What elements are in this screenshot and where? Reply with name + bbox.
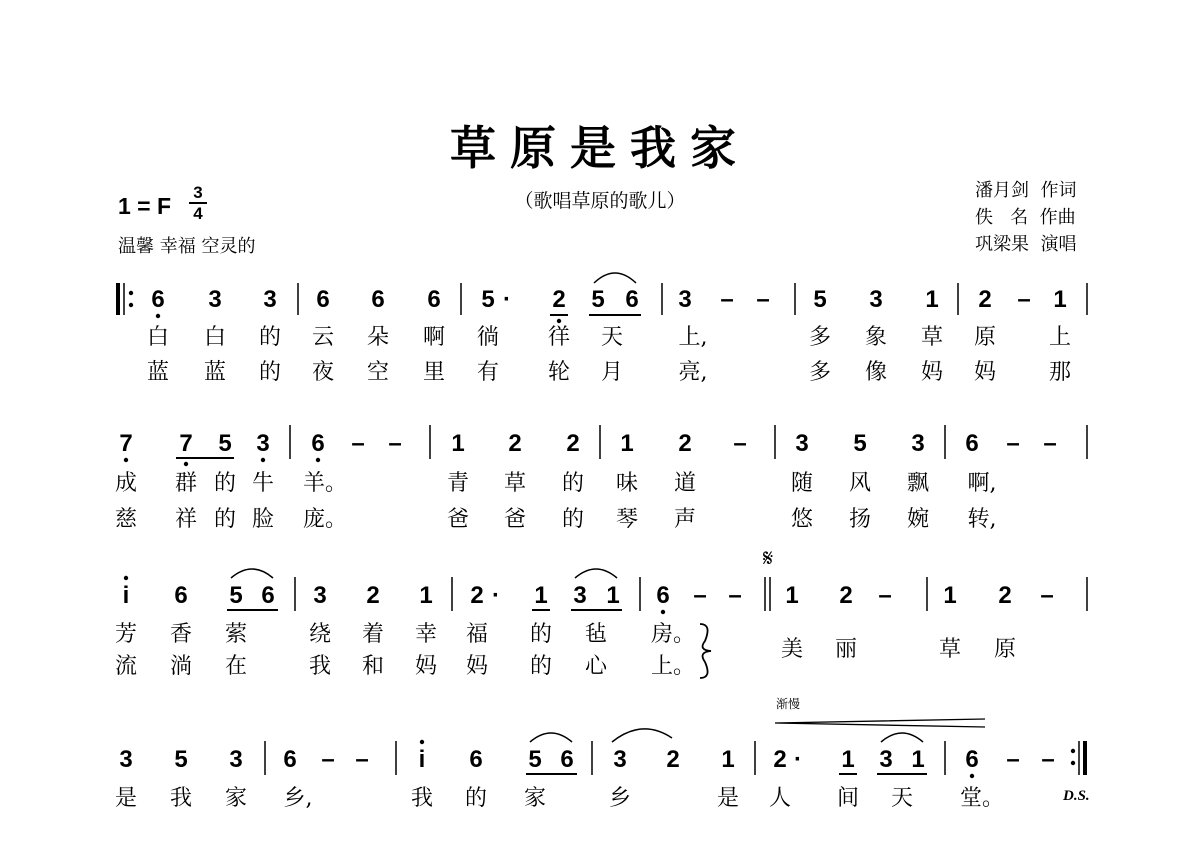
dash: –: [878, 582, 892, 609]
lyric: 的: [561, 507, 585, 532]
lyric: 成: [114, 471, 138, 496]
note: 1: [606, 582, 620, 609]
note: 1: [419, 582, 433, 609]
note: 1: [534, 582, 548, 609]
song-subtitle: （歌唱草原的歌儿）: [514, 190, 686, 212]
tie-arc: [530, 733, 572, 742]
lyric: 心: [584, 654, 608, 679]
lyric: 的: [464, 786, 488, 811]
note: 6: [427, 286, 441, 313]
lyric: 上,: [678, 325, 708, 350]
lyric: 的: [213, 471, 237, 496]
lyric: 啊: [422, 325, 446, 350]
mood-marking: 温馨 幸福 空灵的: [118, 236, 256, 257]
segno-sign: 𝄋: [762, 544, 774, 572]
note: 3: [795, 430, 809, 457]
lyric: 飘: [906, 471, 930, 496]
lyric: 亮,: [678, 360, 708, 385]
augmentation-dot: ·: [492, 582, 500, 609]
note: 5: [528, 746, 542, 773]
lyric: 的: [561, 471, 585, 496]
lyric: 妈: [465, 654, 489, 679]
note: 3: [313, 582, 327, 609]
lyric: 上。: [650, 654, 696, 679]
lyric: 原: [973, 325, 997, 350]
note: 6: [469, 746, 483, 773]
note: 2: [666, 746, 680, 773]
lower-octave-dot: [970, 774, 974, 778]
lyric: 声: [673, 507, 697, 532]
lyric: 象: [864, 325, 888, 350]
note: 6: [261, 582, 275, 609]
lyric: 月: [600, 360, 624, 385]
note: 3: [879, 746, 893, 773]
note: 2: [998, 582, 1012, 609]
tempo-marking: 渐慢: [776, 697, 801, 711]
lyric: 多: [808, 360, 832, 385]
note: 3: [263, 286, 277, 313]
note: 2: [978, 286, 992, 313]
lower-octave-dot: [184, 462, 188, 466]
time-signature-bottom: 4: [193, 204, 203, 223]
lyric: 上: [1048, 325, 1072, 350]
upper-octave-dot: [124, 576, 128, 580]
note: 6: [560, 746, 574, 773]
lyric: 的: [258, 325, 282, 350]
lyric: 的: [258, 360, 282, 385]
lyric: 羊。: [302, 471, 348, 496]
repeat-dot: [129, 291, 133, 295]
note: 2: [566, 430, 580, 457]
lyric: 祥: [174, 507, 198, 532]
note: 3: [678, 286, 692, 313]
lyric: 是: [716, 786, 740, 811]
note: 3: [869, 286, 883, 313]
note: 6: [625, 286, 639, 313]
repeat-dot: [129, 303, 133, 307]
lyric: 悠: [790, 507, 814, 532]
note: 1: [451, 430, 465, 457]
lyric: 夜: [311, 360, 335, 385]
tie-arc: [231, 569, 273, 578]
lyric: 道: [673, 471, 697, 496]
lyric: 里: [422, 360, 446, 385]
note: 6: [283, 746, 297, 773]
lyric: 扬: [848, 507, 872, 532]
repeat-dot: [1071, 761, 1075, 765]
lyricist-credit: 潘月剑 作词: [975, 180, 1077, 201]
note: 3: [208, 286, 222, 313]
note: 5: [218, 430, 232, 457]
note: 3: [911, 430, 925, 457]
lyric: 芳: [114, 622, 138, 647]
note: 1: [620, 430, 634, 457]
lyric: 那: [1048, 360, 1072, 385]
lyric: 是: [114, 786, 138, 811]
dash: –: [733, 430, 747, 457]
note: 5: [174, 746, 188, 773]
note: 6: [316, 286, 330, 313]
upper-octave-dot: [420, 740, 424, 744]
lyric: 绕: [308, 622, 332, 647]
lyric: 风: [848, 471, 872, 496]
note: 2: [508, 430, 522, 457]
lyric: 白: [203, 325, 227, 350]
lyric: 福: [465, 622, 489, 647]
singer-credit: 巩梁果 演唱: [975, 234, 1077, 255]
note: 3: [119, 746, 133, 773]
lyric: 多: [808, 325, 832, 350]
lower-octave-dot: [316, 458, 320, 462]
lyric: 妈: [973, 360, 997, 385]
lower-octave-dot: [557, 319, 561, 323]
tie-arc: [612, 729, 672, 742]
lyric: 草: [938, 637, 962, 662]
note: 6: [656, 582, 670, 609]
dash: –: [351, 430, 365, 457]
note: 2: [470, 582, 484, 609]
lyric: 幸: [414, 622, 438, 647]
lyric: 家: [224, 786, 248, 811]
diminuendo-hairpin: [775, 719, 985, 727]
augmentation-dot: ·: [794, 746, 802, 773]
lyric: 流: [114, 654, 138, 679]
lyric: 我: [410, 786, 434, 811]
note: 6: [965, 746, 979, 773]
lyric: 香: [169, 622, 193, 647]
lyric: 淌: [169, 654, 193, 679]
composer-credit: 佚 名 作曲: [975, 207, 1076, 228]
note: 7: [179, 430, 193, 457]
note: 1: [721, 746, 735, 773]
lyric: 有: [476, 360, 500, 385]
lyric: 我: [169, 786, 193, 811]
verse-brace: [700, 624, 711, 678]
lyric: 白: [146, 325, 170, 350]
lyric: 天: [890, 786, 914, 811]
note: 6: [965, 430, 979, 457]
lyric: 间: [836, 786, 860, 811]
lyric: 婉: [906, 507, 930, 532]
lyric: 像: [864, 360, 888, 385]
lyric: 的: [529, 622, 553, 647]
note: 2: [552, 286, 566, 313]
row-2: [115, 425, 1087, 532]
lyric: 原: [993, 637, 1017, 662]
dash: –: [388, 430, 402, 457]
lyric: 爸: [446, 507, 470, 532]
note: 5: [853, 430, 867, 457]
lyric: 妈: [920, 360, 944, 385]
lyric: 蓝: [146, 360, 170, 385]
lyric: 随: [790, 471, 814, 496]
lyric: 轮: [547, 360, 571, 385]
lyric: 青: [446, 471, 470, 496]
lyric: 妈: [414, 654, 438, 679]
lyric: 人: [768, 786, 792, 811]
lyric: 萦: [224, 622, 248, 647]
note: 6: [151, 286, 165, 313]
lyric: 我: [308, 654, 332, 679]
row-1: [118, 273, 1087, 385]
dash: –: [355, 746, 369, 773]
lyric: 堂。: [959, 786, 1005, 811]
repeat-dot: [1071, 749, 1075, 753]
lyric: 的: [213, 507, 237, 532]
note: 3: [573, 582, 587, 609]
note: 1: [1053, 286, 1067, 313]
lyric: 天: [600, 325, 624, 350]
note: 1: [911, 746, 925, 773]
lyric: 在: [224, 654, 248, 679]
lyric: 朵: [366, 325, 390, 350]
dash: –: [756, 286, 770, 313]
key-signature: 1 = F: [118, 193, 172, 219]
note: 6: [174, 582, 188, 609]
dash: –: [1006, 746, 1020, 773]
lyric: 和: [361, 654, 385, 679]
lyric: 房。: [650, 622, 696, 647]
lyric: 的: [529, 654, 553, 679]
lyric: 丽: [834, 637, 858, 662]
lyric: 转,: [967, 507, 997, 532]
note: 2: [366, 582, 380, 609]
dash: –: [728, 582, 742, 609]
lyric: 草: [920, 325, 944, 350]
note: 3: [256, 430, 270, 457]
lyric: 群: [174, 471, 198, 496]
note: 3: [613, 746, 627, 773]
song-title: 草原是我家: [450, 121, 750, 175]
lower-octave-dot: [156, 314, 160, 318]
lyric: 徜: [476, 325, 500, 350]
tie-arc: [575, 569, 617, 578]
dash: –: [1040, 582, 1054, 609]
note: 1: [785, 582, 799, 609]
lyric: 家: [523, 786, 547, 811]
lyric: 乡: [608, 786, 632, 811]
note: 2: [839, 582, 853, 609]
row-3: [115, 544, 1087, 679]
dash: –: [720, 286, 734, 313]
lower-octave-dot: [261, 458, 265, 462]
note: 1: [841, 746, 855, 773]
dash: –: [1017, 286, 1031, 313]
note: 1: [925, 286, 939, 313]
note: 5: [229, 582, 243, 609]
lyric: 牛: [251, 471, 275, 496]
lower-octave-dot: [124, 458, 128, 462]
lyric: 草: [503, 471, 527, 496]
note: 5: [813, 286, 827, 313]
lyric: 啊,: [967, 471, 997, 496]
note: 5: [481, 286, 495, 313]
tie-arc: [881, 733, 923, 742]
lower-octave-dot: [661, 610, 665, 614]
lyric: 云: [311, 325, 335, 350]
dash: –: [1006, 430, 1020, 457]
augmentation-dot: ·: [503, 286, 511, 313]
lyric: 味: [615, 471, 639, 496]
lyric: 美: [780, 637, 804, 662]
note: 1: [943, 582, 957, 609]
dash: –: [321, 746, 335, 773]
dash: –: [693, 582, 707, 609]
row-4: [115, 696, 1090, 811]
tie-arc: [594, 273, 636, 283]
lyric: 琴: [615, 507, 639, 532]
ds-marking: D.S.: [1063, 788, 1090, 804]
lyric: 爸: [503, 507, 527, 532]
dash: –: [1041, 746, 1055, 773]
lyric: 乡,: [283, 786, 313, 811]
lyric: 脸: [251, 507, 275, 532]
note: i: [418, 746, 426, 773]
note: 3: [229, 746, 243, 773]
note: 2: [678, 430, 692, 457]
lyric: 徉: [547, 325, 571, 350]
lyric: 慈: [114, 507, 138, 532]
lyric: 蓝: [203, 360, 227, 385]
lyric: 庞。: [302, 507, 348, 532]
time-signature-top: 3: [193, 183, 203, 202]
note: 7: [119, 430, 133, 457]
note: i: [122, 582, 130, 609]
lyric: 空: [366, 360, 390, 385]
note: 5: [591, 286, 605, 313]
note: 6: [371, 286, 385, 313]
lyric: 着: [361, 622, 385, 647]
dash: –: [1043, 430, 1057, 457]
note: 6: [311, 430, 325, 457]
lyric: 毡: [584, 622, 608, 647]
note: 2: [773, 746, 787, 773]
